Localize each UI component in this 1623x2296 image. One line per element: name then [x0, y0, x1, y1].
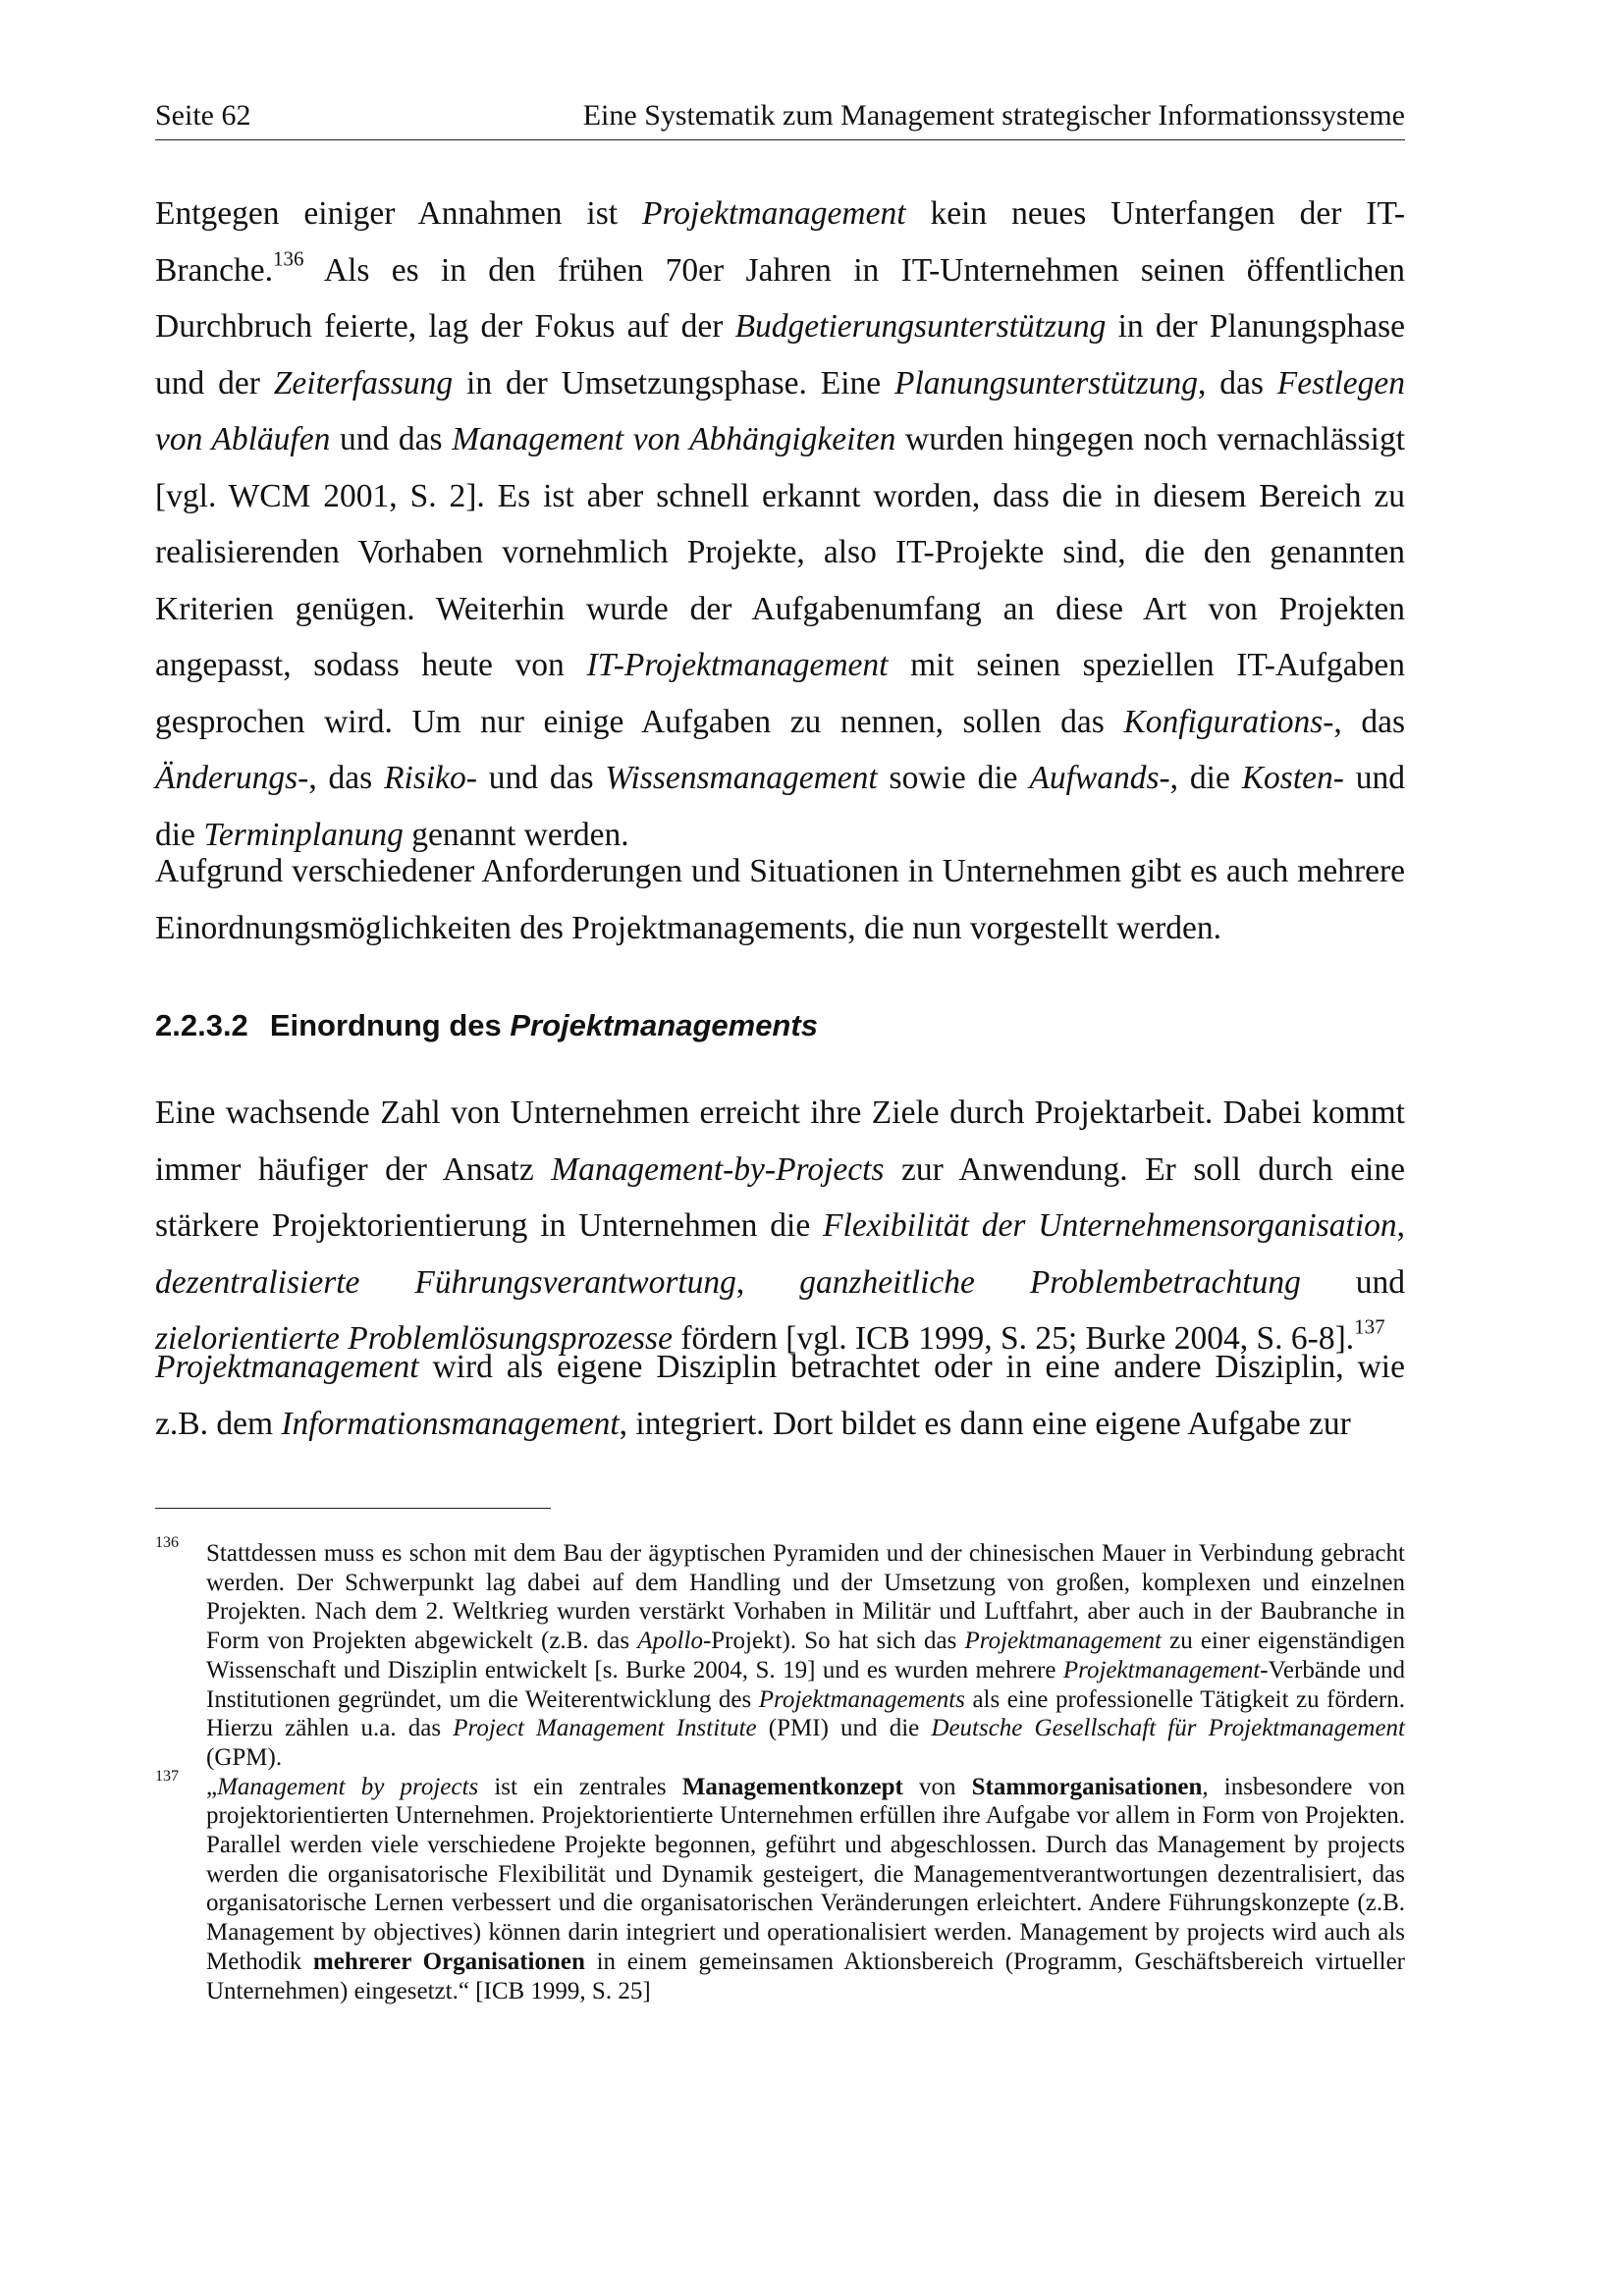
footnotes: [155, 1534, 1406, 2005]
paragraph-3: Eine wachsende Zahl von Unternehmen erreicht ihre Ziele durch Projektarbeit. Dabei kommt immer häufiger der Ansatz Management-by-Projects zur Anwendung. Er soll durch eine stärkere Projektorientierung in Unternehmen die Flexibilität der Unternehmensorganisation, dezentralisierte Führungsverantwortung, ganzheitliche Problembetrachtung und zielorientierte Problemlösungsprozesse fördern [vgl. ICB 1999, S. 25; Burke 2004, S. 6-8].$^{137}$: [155, 1095, 1406, 1357]
section-heading: [155, 1006, 818, 1045]
footnote-ref-136[interactable]: 136: [272, 245, 304, 270]
footnote-136: 136 Stattdessen muss es schon mit dem Bau der ägyptischen Pyramiden und der chinesischen Mauer in Verbindung gebracht werden. Der Schwerpunkt lag dabei auf dem Handling und der Umsetzung von großen, komplexen und einzelnen Projekten. Nach dem 2. Weltkrieg wurden verstärkt Vorhaben in Militär und Luftfahrt, aber auch in der Baubranche in Form von Projekten abgewickelt (z.B. das Apollo-Projekt). So hat sich das Projektmanagement zu einer eigenständigen Wissenschaft und Disziplin entwickelt [s. Burke 2004, S. 19] und es wurden mehrere Projektmanagement-Verbände und Institutionen gegründet, um die Weiterentwicklung des Projektmanagements als eine professionelle Tätigkeit zu fördern. Hierzu zählen u.a. das Project Management Institute (PMI) und die Deutsche Gesellschaft für Projektmanagement (GPM).: [155, 1534, 1406, 1771]
section-title: Einordnung des Projektmanagements: [269, 1008, 818, 1042]
paragraph-1: Entgegen einiger Annahmen ist Projektmanagement kein neues Unterfangen der IT-Branche.$^{136}$ Als es in den frühen 70er Jahren in IT-Unternehmen seinen öffentlichen Durchbruch feierte, lag der Fokus auf der Budgetierungsunterstützung in der Planungsphase und der Zeiterfassung in der Umsetzungsphase. Eine Planungsunterstützung, das Festlegen von Abläufen und das Management von Abhängigkeiten wurden hingegen noch vernachlässigt [vgl. WCM 2001, S. 2]. Es ist aber schnell erkannt worden, dass die in diesem Bereich zu realisierenden Vorhaben vornehmlich Projekte, also IT-Projekte sind, die den genannten Kriterien genügen. Weiterhin wurde der Aufgabenumfang an diese Art von Projekten angepasst, sodass heute von IT-Projektmanagement mit seinen speziellen IT-Aufgaben gesprochen wird. Um nur einige Aufgaben zu nennen, sollen das Konfigurations-, das Änderungs-, das Risiko- und das Wissensmanagement sowie die Aufwands-, die Kosten- und die Terminplanung genannt werden.: [155, 195, 1406, 853]
footnote-separator: [155, 1508, 551, 1509]
paragraph-4: Projektmanagement wird als eigene Disziplin betrachtet oder in eine andere Disziplin, wie z.B. dem Informationsmanagement, integriert. Dort bildet es dann eine eigene Aufgabe zur: [155, 1349, 1405, 1442]
running-title: Eine Systematik zum Management strategischer Informationssysteme: [582, 99, 1405, 132]
page-header: [155, 96, 1405, 140]
section-number: 2.2.3.2: [155, 1008, 248, 1042]
paragraph-2: Aufgrund verschiedener Anforderungen und Situationen in Unternehmen gibt es auch mehrere Einordnungsmöglichkeiten des Projektmanagements, die nun vorgestellt werden.: [155, 853, 1405, 946]
footnote-137: 137 „Management by projects ist ein zentrales Managementkonzept von Stammorganisationen, insbesondere von projektorientierten Unternehmen. Projektorientierte Unternehmen erfüllen ihre Aufgabe vor allem in Form von Projekten. Parallel werden viele verschiedene Projekte begonnen, geführt und abgeschlossen. Durch das Management by projects werden die organisatorische Flexibilität und Dynamik gesteigert, die Managementverantwortungen dezentralisiert, das organisatorische Lernen verbessert und die organisatorischen Veränderungen erleichtert. Andere Führungskonzepte (z.B. Management by objectives) können darin integriert und operationalisiert werden. Management by projects wird auch als Methodik mehrerer Organisationen in einem gemeinsamen Aktionsbereich (Programm, Geschäftsbereich virtueller Unternehmen) eingesetzt.“ [ICB 1999, S. 25]: [155, 1767, 1405, 2004]
footnote-number: 137: [155, 1767, 179, 1785]
page-number: Seite 62: [155, 99, 251, 132]
footnote-number: 136: [155, 1534, 179, 1551]
footnote-ref-137[interactable]: 137: [1354, 1314, 1385, 1339]
